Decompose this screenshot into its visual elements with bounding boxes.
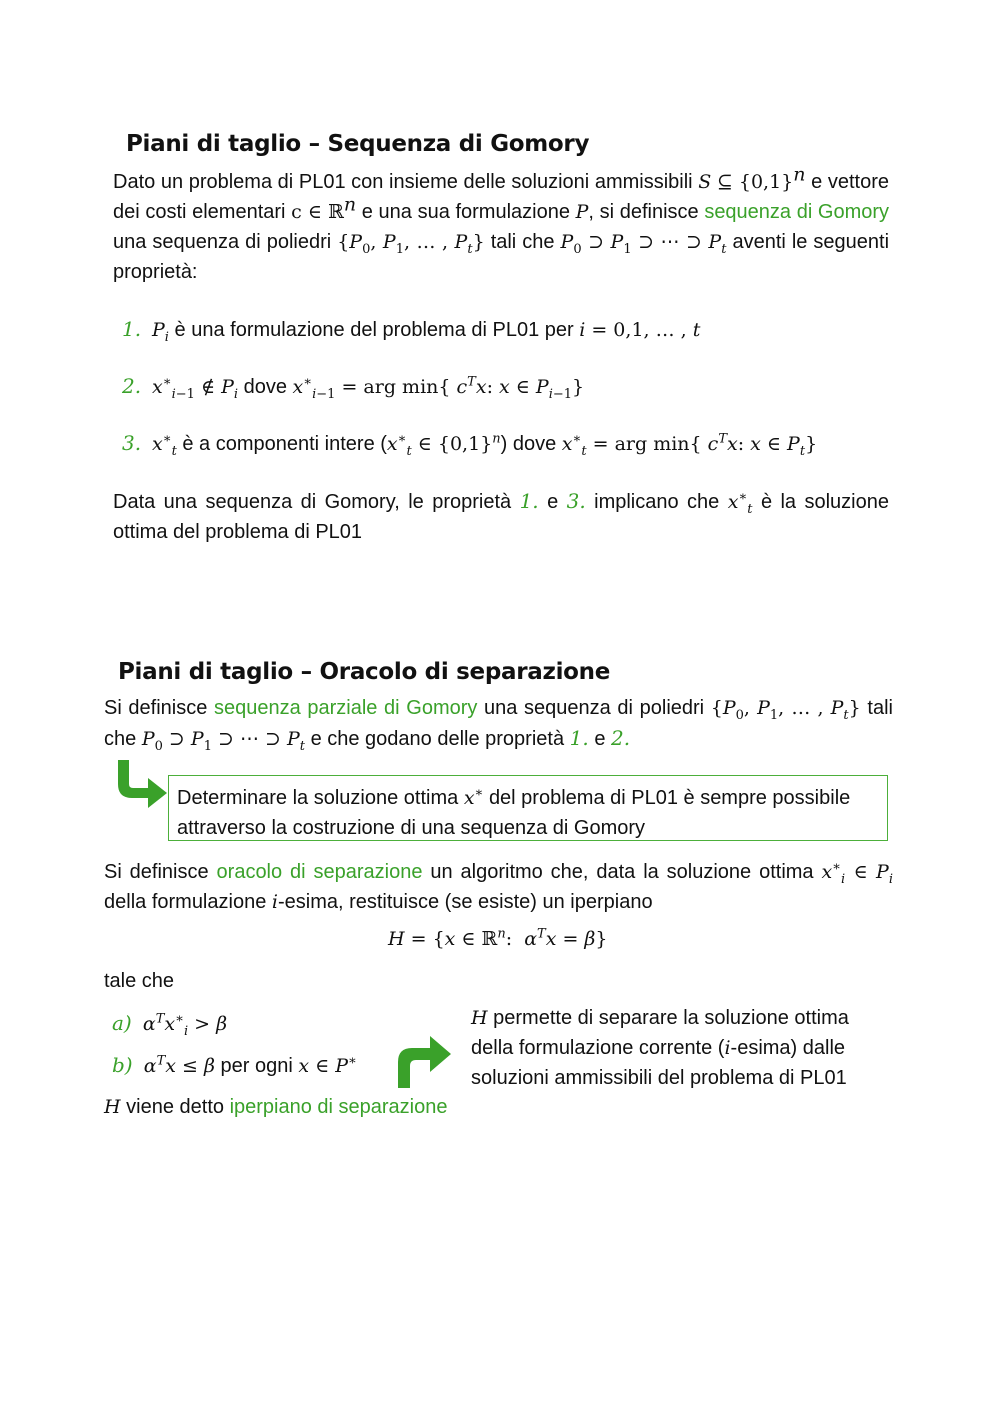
term-sequenza-gomory: sequenza di Gomory	[704, 201, 890, 223]
section1-intro: Dato un problema di PL01 con insieme delle soluzioni ammissibili S ⊆ $\{0,1\}^n$ e vettore dei costi elementari c ∈ ℝ$^n$ e una sua formulazione P, si definisce sequenza di Gomory una sequenza di poliedri {$P_0$, $P_1$, … , $P_t$} tali che $P_0$ ⊃ $P_1$ ⊃ ⋯ ⊃ $P_t$ aventi le seguenti proprietà:	[113, 163, 890, 283]
section1-title: Piani di taglio – Sequenza di Gomory	[126, 131, 590, 157]
arrow-down-right-icon	[112, 758, 170, 808]
term-iperpiano: iperpiano di separazione	[229, 1096, 448, 1118]
hyperplane-formula: H = {x ∈ ℝ$^n$: $\alpha^Tx = \beta$}	[388, 926, 608, 950]
section2-title: Piani di taglio – Oracolo di separazione	[118, 659, 611, 685]
highlight-box: Determinare la soluzione ottima x∗ del problema di PL01 è sempre possibile attraverso la costruzione di una sequenza di Gomory	[168, 775, 888, 841]
oracle-definition: Si definisce oracolo di separazione un algoritmo che, data la soluzione ottima $x^∗_i$ ∈ $P_i$ della formulazione i-esima, restituisce (se esiste) un iperpiano	[104, 859, 893, 913]
section1-conclusion: Data una sequenza di Gomory, le proprietà 1. e 3. implicano che $x^∗_t$ è la soluzione ottima del problema di PL01	[113, 489, 889, 543]
separation-hyperplane-line: H viene detto iperpiano di separazione	[104, 1096, 448, 1118]
section2-definition: Si definisce sequenza parziale di Gomory una sequenza di poliedri {$P_0$, $P_1$, … , $P_t$} tali che $P_0$ ⊃ $P_1$ ⊃ ⋯ ⊃ $P_t$ e che godano delle proprietà 1. e 2.	[104, 697, 893, 754]
property-1: 1. $P_i$ è una formulazione del problema di PL01 per i = 0,1, … , t	[122, 317, 701, 345]
side-note: H permette di separare la soluzione ottima della formulazione corrente (i-esima) dalle soluzioni ammissibili del problema di PL01	[471, 1007, 849, 1089]
arrow-up-right-icon	[396, 1034, 452, 1088]
condition-b: b) $\alpha^Tx \le \beta$ per ogni x ∈ P∗	[112, 1053, 357, 1077]
term-oracolo: oracolo di separazione	[216, 861, 423, 883]
term-sequenza-parziale: sequenza parziale di Gomory	[214, 697, 478, 719]
property-2: 2. $x^∗_{i-1}$ ∉ $P_i$ dove $x^∗_{i-1}$ = arg min{ $c^Tx$: x ∈ $P_{i-1}$}	[122, 374, 585, 402]
tale-che: tale che	[104, 970, 175, 992]
property-3: 3. $x^∗_t$ è a componenti intere ($x^∗_t$ ∈ $\{0,1\}^n$) dove $x^∗_t$ = arg min{ $c^Tx$: x ∈ $P_t$}	[122, 431, 818, 459]
condition-a: a) $\alpha^Tx^∗_i > \beta$	[112, 1011, 228, 1039]
